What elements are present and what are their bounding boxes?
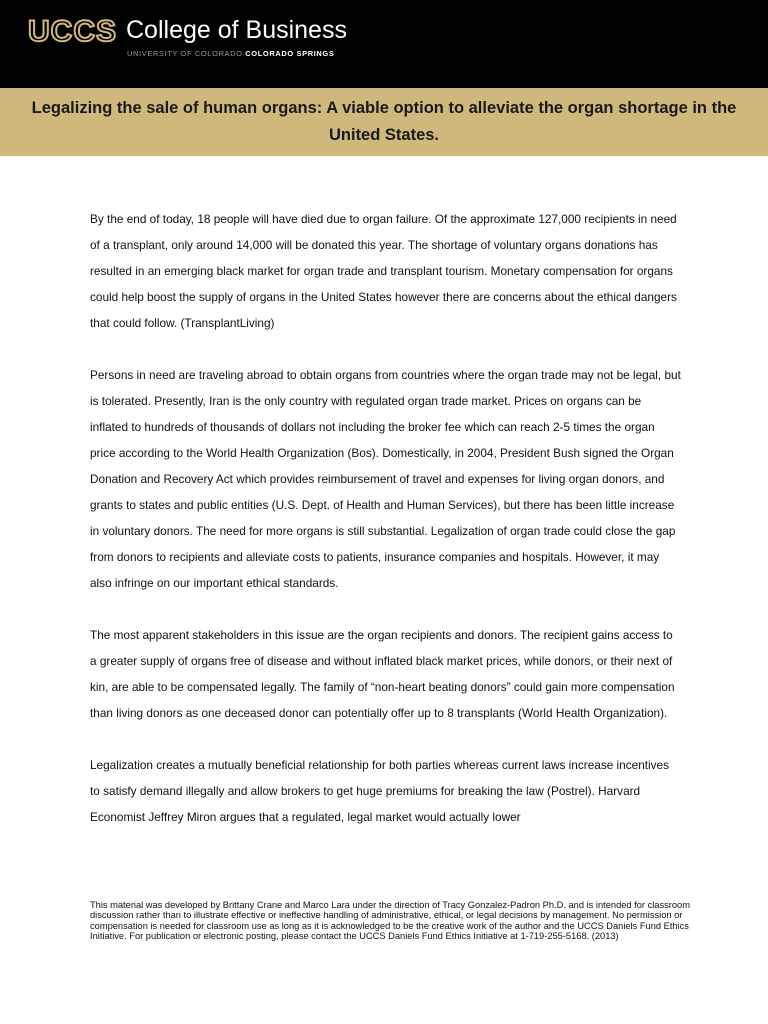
college-name: College of Business <box>126 16 347 44</box>
paragraph-1: By the end of today, 18 people will have died due to organ failure. Of the approximate 127,000 recipients in need of a transplant, only around 14,000 will be donated this year. The shortage of voluntary organs donations has resulted in an emerging black market for organ trade and transplant tourism. Monetary compensation for organs could help boost the supply of organs in the United States however there are concerns about the ethical dangers that could follow. (TransplantLiving) <box>90 212 677 330</box>
paragraph-4: Legalization creates a mutually beneficial relationship for both parties whereas current laws increase incentives to satisfy demand illegally and allow brokers to get huge premiums for breaking the law (Postrel). Harvard Economist Jeffrey Miron argues that a regulated, legal market would actually lower <box>90 758 670 824</box>
document-body <box>90 206 682 856</box>
document-title: Legalizing the sale of human organs: A viable option to alleviate the organ shortage in the United States. <box>31 99 737 144</box>
university-prefix: UNIVERSITY OF COLORADO <box>127 49 246 58</box>
uccs-logo: UCCS <box>28 15 118 48</box>
footer-note: This material was developed by Brittany Crane and Marco Lara under the direction of Tracy Gonzalez-Padron Ph.D. and is intended for classroom discussion rather than to illustrate effective or ineffective handling of administrative, ethical, or legal decisions by management. No permission or compensation is needed for classroom use as long as it is acknowledged to be the creative work of the author and the UCCS Daniels Fund Ethics Initiative. For publication or electronic posting, please contact the UCCS Daniels Fund Ethics Initiative at 1-719-255-5168. (2013) <box>90 900 690 942</box>
university-line <box>127 49 334 58</box>
paragraph-2: Persons in need are traveling abroad to obtain organs from countries where the organ trade may not be legal, but is tolerated. Presently, Iran is the only country with regulated organ trade market. Prices on organs can be inflated to hundreds of thousands of dollars not including the broker fee which can reach 2-5 times the organ price according to the World Health Organization (Bos). Domestically, in 2004, President Bush signed the Organ Donation and Recovery Act which provides reimbursement of travel and expenses for living organ donors, and grants to states and public entities (U.S. Dept. of Health and Human Services), but there has been little increase in voluntary donors. The need for more organs is still substantial. Legalization of organ trade could close the gap from donors to recipients and alleviate costs to patients, insurance companies and hospitals. However, it may also infringe on our important ethical standards. <box>90 368 681 590</box>
university-campus: COLORADO SPRINGS <box>245 49 335 58</box>
paragraph-3: The most apparent stakeholders in this issue are the organ recipients and donors. The recipient gains access to a greater supply of organs free of disease and without inflated black market prices, while donors, or their next of kin, are able to be compensated legally. The family of “non-heart beating donors” could gain more compensation than living donors as one deceased donor can potentially offer up to 8 transplants (World Health Organization). <box>90 628 675 720</box>
